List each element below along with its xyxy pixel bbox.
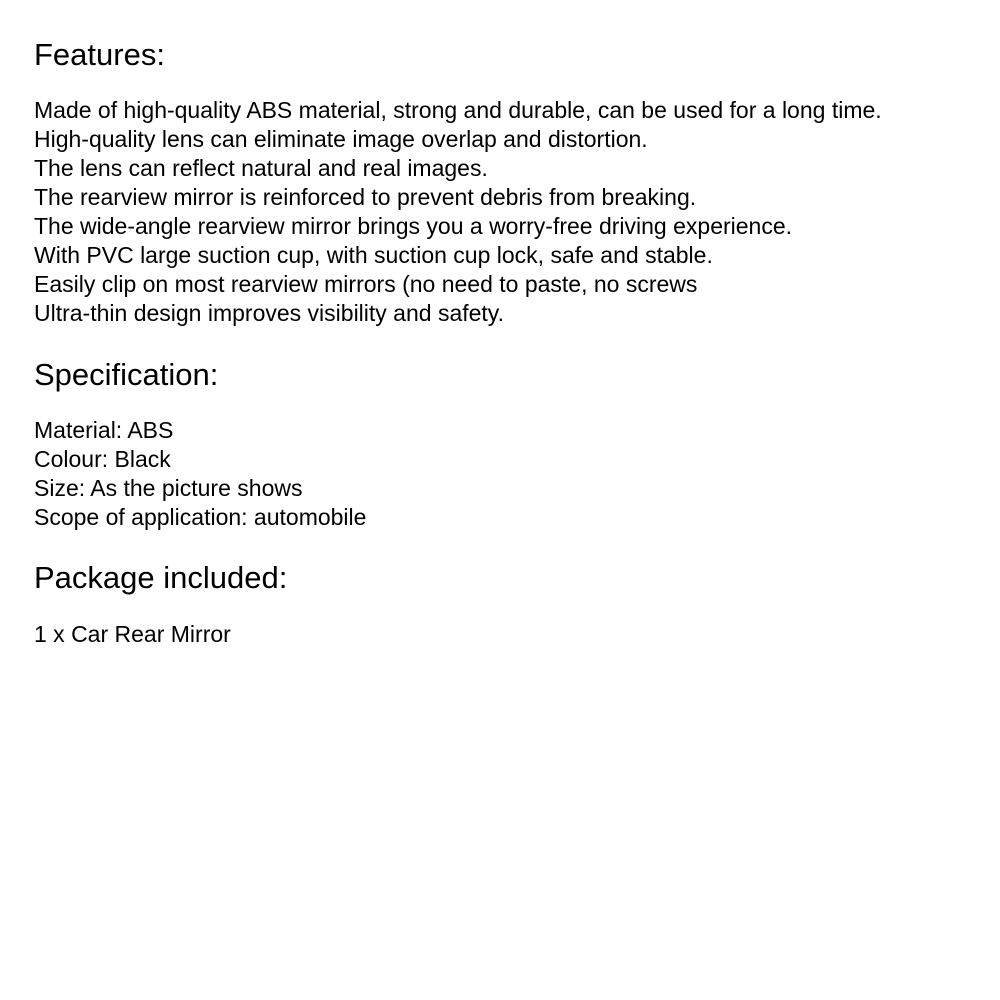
feature-item: High-quality lens can eliminate image overlap and distortion.	[34, 126, 648, 152]
spec-item-scope: Scope of application: automobile	[34, 504, 367, 530]
feature-item: Made of high-quality ABS material, strong and durable, can be used for a long time.	[34, 97, 882, 123]
package-heading: Package included:	[34, 560, 288, 595]
package-item: 1 x Car Rear Mirror	[34, 621, 231, 647]
feature-item: The wide-angle rearview mirror brings you a worry-free driving experience.	[34, 213, 793, 239]
feature-item: The lens can reflect natural and real images.	[34, 155, 488, 181]
feature-item: Easily clip on most rearview mirrors (no need to paste, no screws	[34, 271, 698, 297]
features-list	[34, 96, 882, 328]
features-heading: Features:	[34, 37, 165, 72]
specification-heading: Specification:	[34, 357, 219, 392]
feature-item: The rearview mirror is reinforced to prevent debris from breaking.	[34, 184, 697, 210]
feature-item: With PVC large suction cup, with suction cup lock, safe and stable.	[34, 242, 713, 268]
specification-list	[34, 416, 366, 532]
spec-item-size: Size: As the picture shows	[34, 475, 303, 501]
feature-item: Ultra-thin design improves visibility and safety.	[34, 300, 504, 326]
spec-item-colour: Colour: Black	[34, 446, 171, 472]
spec-item-material: Material: ABS	[34, 417, 174, 443]
package-list	[34, 620, 231, 649]
